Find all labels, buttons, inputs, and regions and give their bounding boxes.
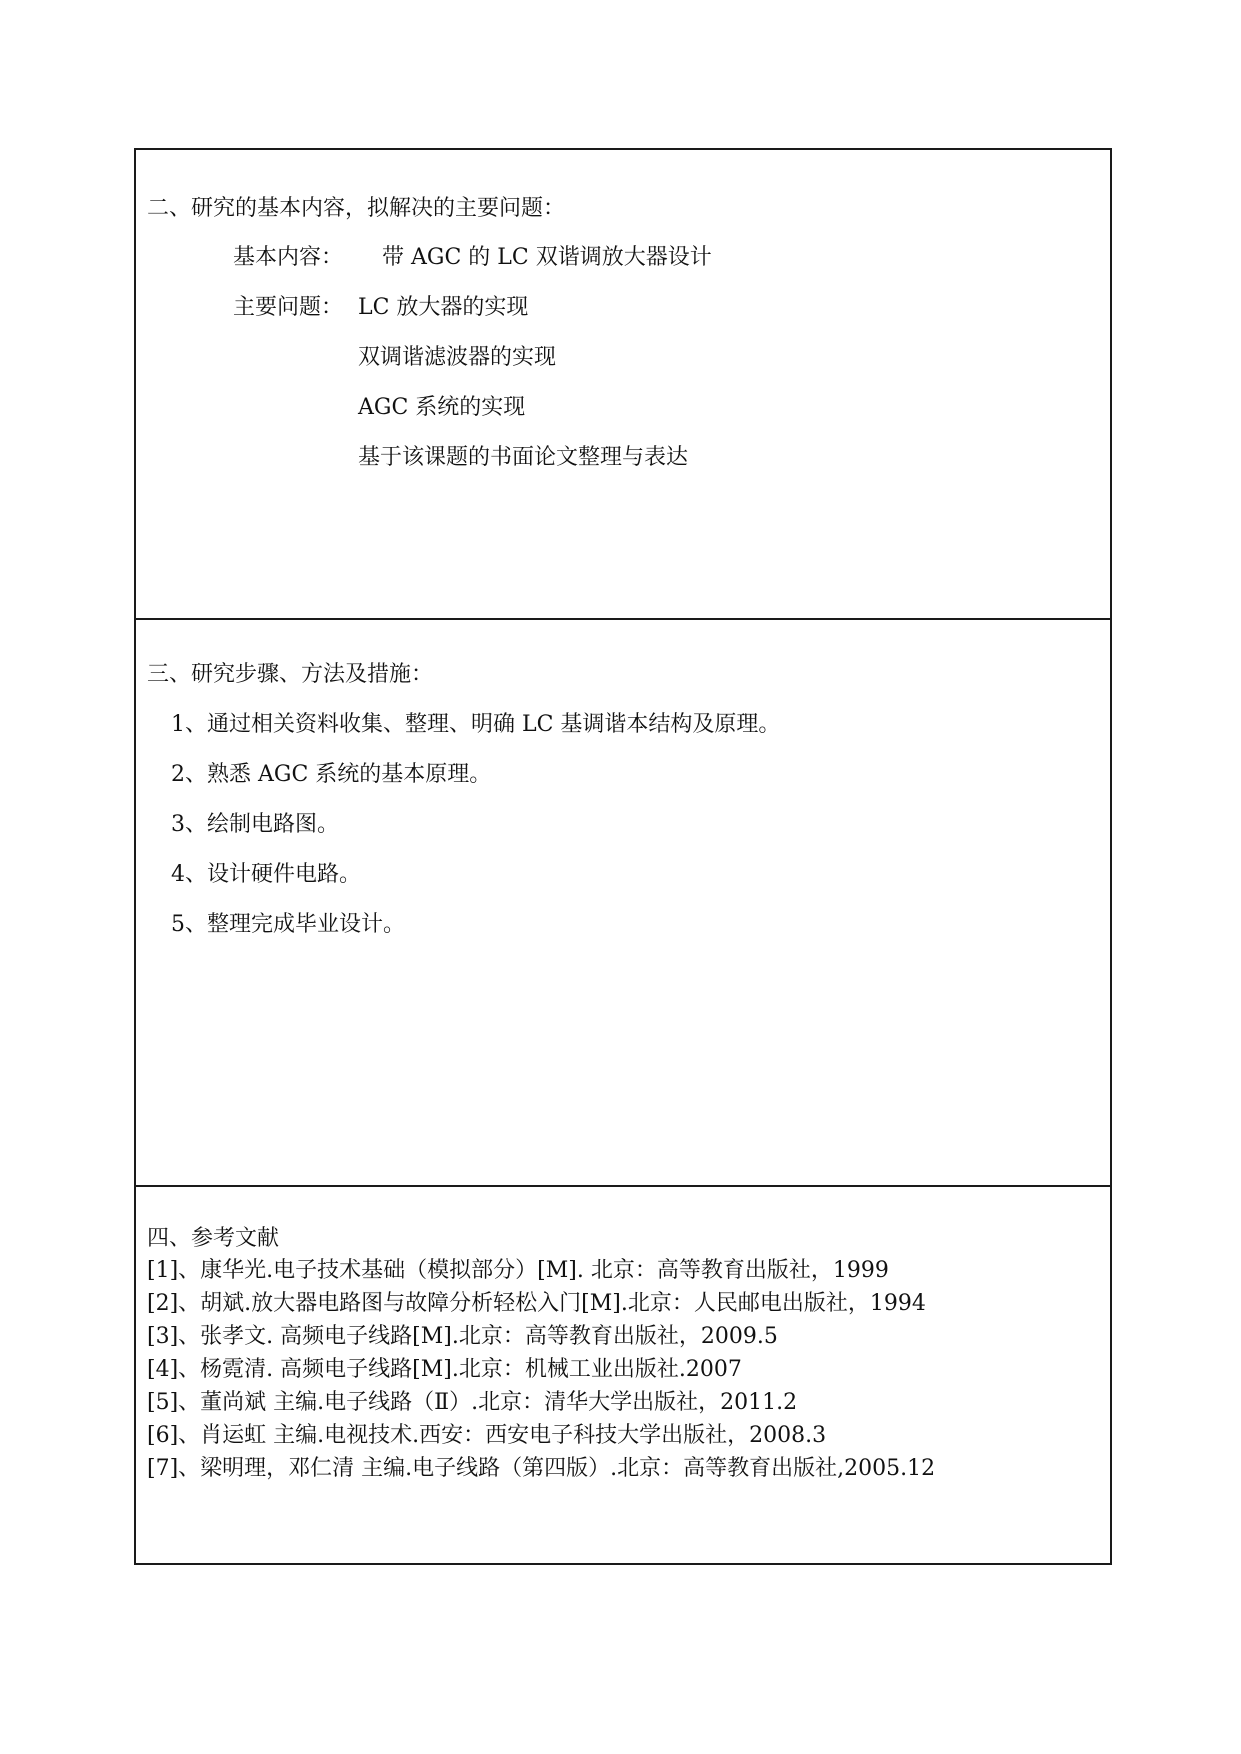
reference-item: [6]、肖运虹 主编.电视技术.西安：西安电子科技大学出版社，2008.3 xyxy=(147,1423,827,1448)
main-problem-item: 双调谐滤波器的实现 xyxy=(358,345,557,370)
main-problem-item: 基于该课题的书面论文整理与表达 xyxy=(358,445,689,470)
references-section xyxy=(136,1187,1110,1563)
references-heading: 四、参考文献 xyxy=(147,1226,280,1251)
reference-item: [5]、董尚斌 主编.电子线路（Ⅱ）.北京：清华大学出版社，2011.2 xyxy=(147,1390,798,1415)
step-item: 3、绘制电路图。 xyxy=(171,812,339,837)
reference-item: [4]、杨霓清. 高频电子线路[M].北京：机械工业出版社.2007 xyxy=(147,1357,742,1382)
basic-content-value: 带 AGC 的 LC 双谐调放大器设计 xyxy=(382,245,712,270)
proposal-form-table xyxy=(134,148,1112,1565)
reference-item: [7]、梁明理，邓仁清 主编.电子线路（第四版）.北京：高等教育出版社,2005.12 xyxy=(147,1456,936,1481)
research-content-section xyxy=(136,150,1110,620)
step-item: 4、设计硬件电路。 xyxy=(171,862,361,887)
step-item: 5、整理完成毕业设计。 xyxy=(171,912,405,937)
main-problem-item: AGC 系统的实现 xyxy=(358,395,526,420)
research-content-heading: 二、研究的基本内容，拟解决的主要问题： xyxy=(147,196,566,221)
main-problem-item: LC 放大器的实现 xyxy=(358,295,529,320)
step-item: 1、通过相关资料收集、整理、明确 LC 基调谐本结构及原理。 xyxy=(171,712,781,737)
main-problems-label: 主要问题： xyxy=(233,295,344,320)
reference-item: [2]、胡斌.放大器电路图与故障分析轻松入门[M].北京：人民邮电出版社，1994 xyxy=(147,1291,926,1316)
basic-content-label: 基本内容： xyxy=(233,245,344,270)
reference-item: [1]、康华光.电子技术基础（模拟部分）[M]. 北京：高等教育出版社，1999 xyxy=(147,1258,889,1283)
research-steps-heading: 三、研究步骤、方法及措施： xyxy=(147,662,434,687)
reference-item: [3]、张孝文. 高频电子线路[M].北京：高等教育出版社，2009.5 xyxy=(147,1324,778,1349)
step-item: 2、熟悉 AGC 系统的基本原理。 xyxy=(171,762,492,787)
research-steps-section xyxy=(136,620,1110,1187)
